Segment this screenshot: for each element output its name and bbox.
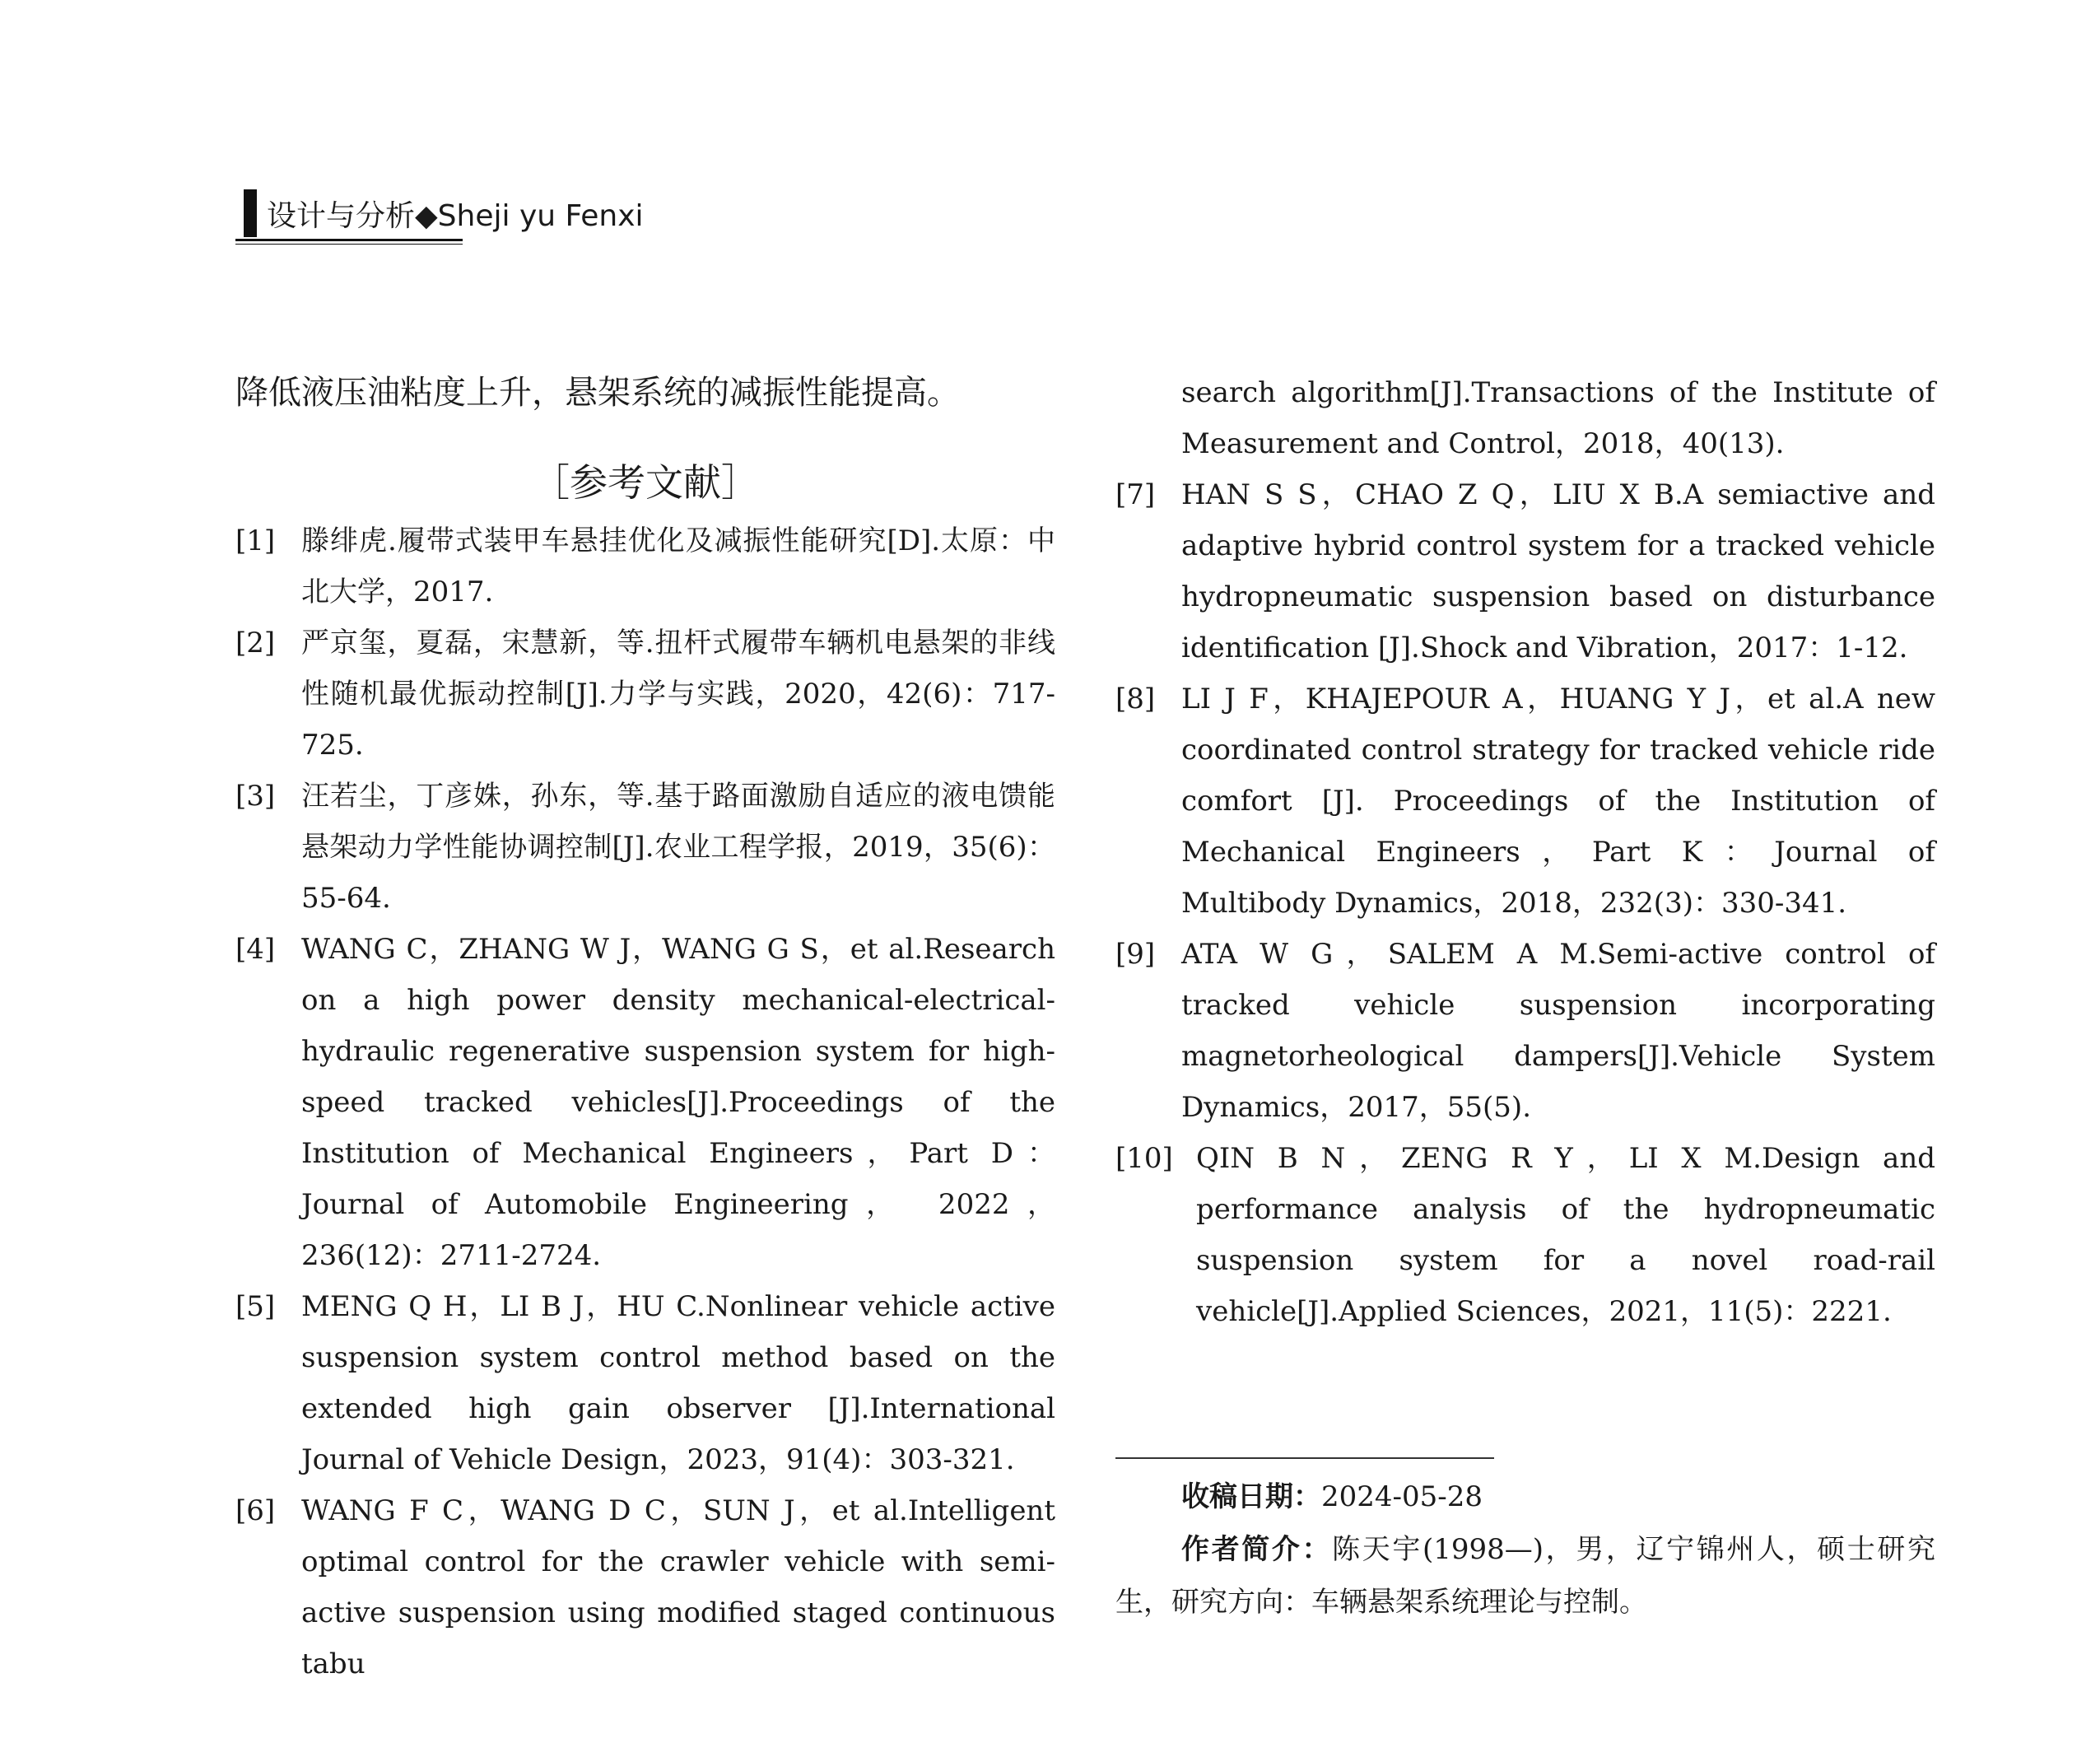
reference-item: [235, 618, 1055, 771]
reference-item: [235, 771, 1055, 924]
reference-item: [235, 515, 1055, 618]
reference-item: [1115, 929, 1935, 1133]
received-date-value: 2024-05-28: [1321, 1480, 1483, 1513]
reference-number: [9]: [1115, 938, 1156, 971]
reference-number: [3]: [235, 780, 276, 813]
author-bio-value: 陈天宇(1998—)，男，辽宁锦州人，硕士研究生，研究方向：车辆悬架系统理论与控制。: [1115, 1533, 1936, 1619]
reference-number: [2]: [235, 627, 276, 659]
reference-continuation: search algorithm[J].Transactions of the Institute of Measurement and Control，2018，40(13).: [1181, 376, 1935, 460]
reference-text: 汪若尘，丁彦姝，孙东，等.基于路面激励自适应的液电馈能悬架动力学性能协调控制[J].农业工程学报，2019，35(6)：55-64.: [301, 780, 1055, 915]
reference-text: ATA W G，SALEM A M.Semi-active control of tracked vehicle suspension incorporating magnetorheological dampers[J].Vehicle System Dynamics，2017，55(5).: [1181, 938, 1935, 1124]
reference-number: [1]: [235, 524, 276, 557]
reference-item: [1115, 1133, 1935, 1337]
reference-number: [6]: [235, 1494, 276, 1527]
header-underline-thin: [235, 244, 463, 245]
reference-item: [235, 1281, 1055, 1485]
reference-text: LI J F，KHAJEPOUR A，HUANG Y J，et al.A new coordinated control strategy for tracked vehicle ride comfort [J]. Proceedings of the Institution of Mechanical Engineers，Part K：Journal of Multibody Dynamics，2018，232(3)：330-341.: [1181, 683, 1935, 920]
reference-text: 滕绯虎.履带式装甲车悬挂优化及减振性能研究[D].太原：中北大学，2017.: [301, 524, 1055, 608]
intro-paragraph: 降低液压油粘度上升，悬架系统的减振性能提高。: [235, 374, 960, 412]
author-bio-label: 作者简介：: [1181, 1533, 1333, 1566]
reference-item: [1115, 469, 1935, 673]
reference-text: MENG Q H，LI B J，HU C.Nonlinear vehicle active suspension system control method based on the extended high gain observer [J].International Journal of Vehicle Design，2023，91(4)：303-321.: [301, 1290, 1055, 1476]
footnote-divider: [1115, 1457, 1494, 1459]
reference-number: [4]: [235, 933, 276, 966]
reference-number: [10]: [1115, 1142, 1173, 1175]
author-bio: [1115, 1523, 1935, 1629]
header-bar-decoration: [244, 189, 257, 237]
reference-text: QIN B N，ZENG R Y，LI X M.Design and performance analysis of the hydropneumatic suspension system for a novel road-rail vehicle[J].Applied Sciences，2021，11(5)：2221.: [1196, 1142, 1935, 1328]
header-underline: [235, 239, 463, 241]
reference-number: [8]: [1115, 683, 1156, 715]
references-title: ［参考文献］: [532, 460, 759, 505]
left-column: [235, 367, 1055, 1689]
reference-item: [235, 924, 1055, 1281]
reference-text: WANG F C，WANG D C，SUN J，et al.Intelligent optimal control for the crawler vehicle with semi-active suspension using modified staged continuous tabu: [301, 1494, 1055, 1680]
reference-number: [7]: [1115, 478, 1156, 511]
reference-text: WANG C，ZHANG W J，WANG G S，et al.Research on a high power density mechanical-electrical-hydraulic regenerative suspension system for high-speed tracked vehicles[J].Proceedings of the Institution of Mechanical Engineers，Part D：Journal of Automobile Engineering， 2022， 236(12)：2711-2724.: [301, 933, 1055, 1272]
reference-text: 严京玺，夏磊，宋慧新，等.扭杆式履带车辆机电悬架的非线性随机最优振动控制[J].力学与实践，2020，42(6)：717-725.: [301, 627, 1055, 762]
header-text: 设计与分析◆Sheji yu Fenxi: [267, 199, 644, 233]
received-date-label: 收稿日期：: [1181, 1480, 1321, 1513]
received-date: [1115, 1470, 1935, 1523]
reference-item: [1115, 673, 1935, 929]
reference-item: [235, 1485, 1055, 1689]
running-header: [235, 184, 644, 245]
right-column: [1115, 367, 1935, 1337]
reference-number: [5]: [235, 1290, 276, 1323]
reference-text: HAN S S，CHAO Z Q，LIU X B.A semiactive and adaptive hybrid control system for a tracked vehicle hydropneumatic suspension based on disturbance identification [J].Shock and Vibration，2017：1-12.: [1181, 478, 1935, 664]
